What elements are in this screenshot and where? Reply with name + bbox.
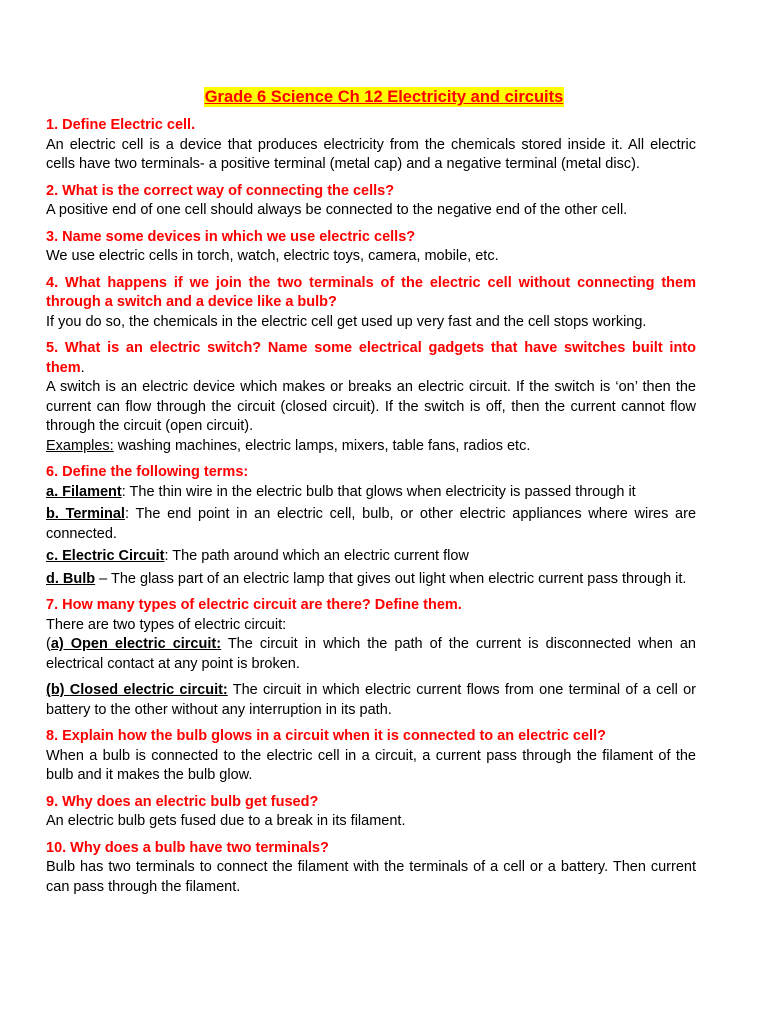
document-body: [46, 116, 696, 897]
question-7: 7. How many types of electric circuit are there? Define them.: [46, 597, 462, 613]
examples-label: Examples:: [46, 437, 114, 454]
question-6: 6. Define the following terms:: [46, 464, 249, 480]
answer-2: A positive end of one cell should always be connected to the negative end of the other cell.: [46, 202, 628, 218]
question-4: 4. What happens if we join the two terminals of the electric cell without connecting them through a switch and a device like a bulb?: [46, 274, 696, 310]
closed-circuit-text: The circuit in which electric current flows from one terminal of a cell or battery to the other without any interruption in its path.: [46, 682, 696, 718]
term-label: c. Electric Circuit: [46, 548, 165, 564]
term-electric-circuit: [46, 547, 696, 567]
term-filament: [46, 483, 696, 503]
answer-8: When a bulb is connected to the electric cell in a circuit, a current pass through the filament of the bulb and it makes the bulb glow.: [46, 747, 696, 783]
examples-line: [46, 437, 696, 457]
term-separator: –: [95, 570, 111, 587]
document-title: Grade 6 Science Ch 12 Electricity and circuits: [204, 88, 564, 106]
question-1: 1. Define Electric cell.: [46, 117, 196, 133]
answer-10: Bulb has two terminals to connect the filament with the terminals of a cell or a battery. Then current can pass through the filament.: [46, 859, 696, 895]
answer-7-intro: There are two types of electric circuit:: [46, 616, 287, 633]
question-5-period: .: [80, 359, 85, 376]
term-label: d. Bulb: [46, 570, 96, 587]
answer-9: An electric bulb gets fused due to a break in its filament.: [46, 813, 406, 829]
open-circuit-label: a) Open electric circuit:: [50, 636, 222, 652]
open-circuit-prefix: (: [46, 636, 51, 652]
term-separator: :: [164, 548, 173, 564]
term-bulb: [46, 570, 696, 590]
question-10: 10. Why does a bulb have two terminals?: [46, 839, 329, 856]
question-3: 3. Name some devices in which we use electric cells?: [46, 228, 416, 245]
examples-text: washing machines, electric lamps, mixers, table fans, radios etc.: [113, 437, 531, 454]
question-5-text: 5. What is an electric switch? Name some electrical gadgets that have switches built into them: [46, 340, 696, 376]
question-9: 9. Why does an electric bulb get fused?: [46, 793, 319, 810]
open-circuit-text: The circuit in which the path of the current is disconnected when an electrical contact at any point is broken.: [46, 636, 696, 672]
term-definition: The thin wire in the electric bulb that glows when electricity is passed through it: [129, 483, 636, 500]
answer-5: A switch is an electric device which makes or breaks an electric circuit. If the switch is ‘on’ then the current can flow through the circuit (closed circuit). If the switch is off, then the current cannot flow through the circuit (open circuit).: [46, 379, 696, 434]
answer-4: If you do so, the chemicals in the electric cell get used up very fast and the cell stops working.: [46, 313, 647, 330]
question-2: 2. What is the correct way of connecting the cells?: [46, 182, 395, 199]
closed-circuit-definition: [46, 681, 696, 720]
closed-circuit-label: (b) Closed electric circuit:: [46, 682, 228, 698]
term-label: a. Filament: [46, 483, 122, 500]
question-8: 8. Explain how the bulb glows in a circuit when it is connected to an electric cell?: [46, 728, 606, 744]
answer-1: An electric cell is a device that produces electricity from the chemicals stored inside it. All electric cells have two terminals- a positive terminal (metal cap) and a negative terminal (metal disc).: [46, 136, 696, 172]
term-separator: :: [124, 506, 136, 522]
question-5: [46, 339, 696, 378]
term-definition: The path around which an electric current flow: [172, 548, 469, 564]
term-separator: :: [121, 483, 130, 500]
term-definition: The glass part of an electric lamp that gives out light when electric current pass through it.: [111, 570, 687, 587]
term-definition: The end point in an electric cell, bulb, or other electric appliances where wires are connected.: [46, 506, 697, 542]
open-circuit-definition: [46, 635, 696, 674]
answer-3: We use electric cells in torch, watch, electric toys, camera, mobile, etc.: [46, 248, 499, 264]
term-terminal: [46, 505, 696, 544]
term-label: b. Terminal: [46, 506, 125, 522]
title-wrap: [0, 87, 768, 107]
